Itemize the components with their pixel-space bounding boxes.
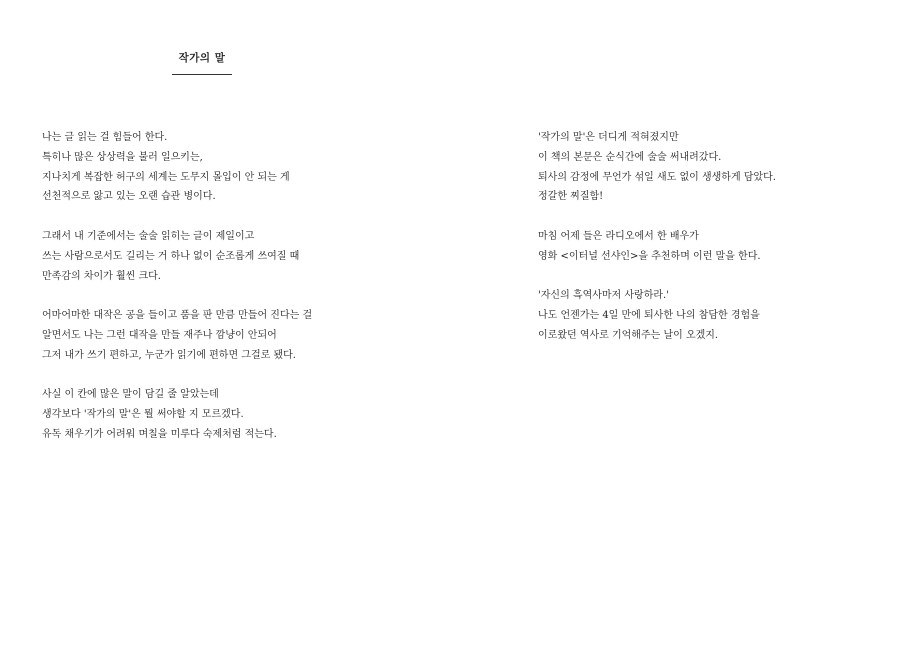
text-line: 퇴사의 감정에 무언가 섞일 새도 없이 생생하게 담았다.	[538, 171, 776, 183]
paragraph	[42, 385, 312, 444]
text-line: 나는 글 읽는 걸 힘들어 한다.	[42, 132, 168, 143]
left-text-column	[42, 128, 312, 445]
text-line: 나도 언젠가는 4일 만에 퇴사한 나의 참담한 경험을	[538, 310, 760, 322]
title-underline	[172, 74, 232, 75]
text-line: 지나치게 복잡한 허구의 세계는 도무지 몰입이 안 되는 게	[42, 171, 290, 183]
text-line: 그래서 내 기준에서는 술술 읽히는 글이 제일이고	[42, 230, 255, 242]
text-line: 특히나 많은 상상력을 불러 일으키는,	[42, 151, 203, 163]
text-line: 쓰는 사람으로서도 길리는 거 하나 없이 순조롭게 쓰여질 때	[42, 250, 300, 262]
text-line: 이 책의 본문은 순식간에 술술 써내려갔다.	[538, 151, 722, 163]
paragraph	[538, 128, 776, 207]
text-line: 유독 채우기가 어려워 며칠을 미루다 숙제처럼 적는다.	[42, 428, 277, 440]
text-line: 생각보다 '작가의 말'은 뭘 써야할 지 모르겠다.	[42, 409, 244, 421]
paragraph	[42, 128, 312, 207]
text-line: 만족감의 차이가 훨씬 크다.	[42, 270, 161, 282]
text-line: 어마어마한 대작은 공을 들이고 품을 판 만큼 만들어 진다는 걸	[42, 310, 313, 322]
paragraph	[538, 227, 776, 267]
text-line: 영화 <이터널 선샤인>을 추천하며 이런 말을 한다.	[538, 250, 761, 262]
paragraph	[42, 306, 312, 365]
text-line: 사실 이 칸에 많은 말이 담길 줄 알았는데	[42, 389, 219, 401]
text-line: '자신의 흑역사마저 사랑하라.'	[538, 290, 669, 302]
page-title: 작가의 말	[178, 52, 226, 64]
page-title-block	[172, 50, 232, 75]
text-line: 알면서도 나는 그런 대작을 만들 재주나 깜냥이 안되어	[42, 329, 277, 341]
right-text-column	[538, 128, 776, 346]
text-line: 정갈한 찌질함!	[538, 191, 604, 203]
text-line: 이로왔던 역사로 기억해주는 날이 오겠지.	[538, 329, 719, 341]
text-line: 그저 내가 쓰기 편하고, 누군가 읽기에 편하면 그걸로 됐다.	[42, 349, 296, 361]
paragraph	[42, 227, 312, 286]
text-line: 마침 어제 들은 라디오에서 한 배우가	[538, 230, 699, 242]
paragraph	[538, 286, 776, 345]
text-line: '작가의 말'은 더디게 적혀졌지만	[538, 132, 679, 143]
text-line: 선천적으로 앓고 있는 오랜 습관 병이다.	[42, 191, 216, 203]
